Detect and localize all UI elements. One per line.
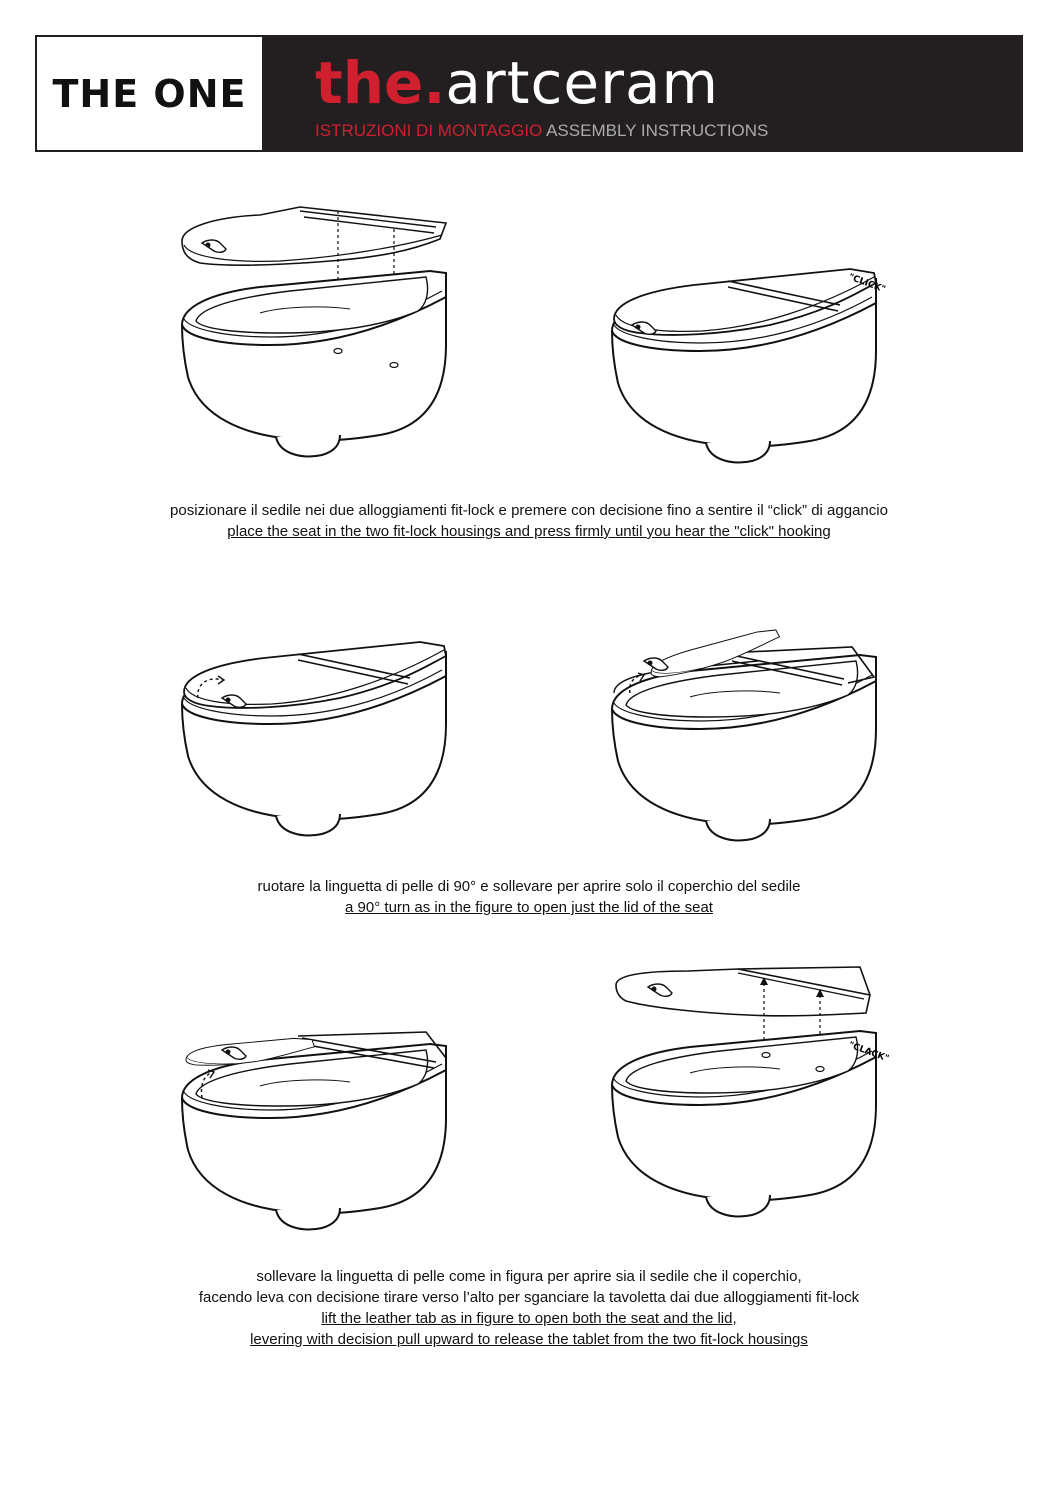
step3-caption-english-line1: lift the leather tab as in figure to open both the seat and the lid, [321, 1310, 737, 1327]
step2-caption [0, 876, 1058, 918]
clack-sound-label: "CLACK" [846, 1040, 891, 1065]
step2-lid-open-illustration [608, 645, 888, 860]
step1-caption-italian: posizionare il sedile nei due alloggiamenti fit-lock e premere con decisione fino a sentire il “click” di aggancio [170, 502, 888, 519]
document-header [35, 35, 1023, 152]
click-sound-label: "CLICK" [846, 272, 887, 296]
subtitle-italian: ISTRUZIONI DI MONTAGGIO [315, 121, 543, 140]
product-name-box [37, 37, 264, 150]
brand-prefix: the. [315, 49, 446, 117]
step2-caption-italian: ruotare la linguetta di pelle di 90° e sollevare per aprire solo il coperchio del sedile [257, 878, 801, 895]
step1-caption-english: place the seat in the two fit-lock housings and press firmly until you hear the "click" hooking [227, 523, 831, 540]
step3-seat-lifted-illustration [178, 1032, 450, 1247]
step3-caption-italian-line2: facendo leva con decisione tirare verso l’alto per sganciare la tavoletta dai due alloggiamenti fit-lock [198, 1289, 860, 1306]
step3-caption-italian-line1: sollevare la linguetta di pelle come in figura per aprire sia il sedile che il coperchio, [256, 1268, 802, 1285]
step1-caption [0, 500, 1058, 542]
step3-seat-removed-illustration [608, 965, 898, 1247]
product-name: THE ONE [52, 71, 247, 116]
step2-rotate-tab-illustration [178, 640, 450, 855]
brand-logo [315, 51, 719, 115]
subtitle-english: ASSEMBLY INSTRUCTIONS [546, 121, 769, 140]
step1-seat-mounted-illustration [608, 265, 898, 485]
step2-caption-english: a 90° turn as in the figure to open just the lid of the seat [345, 899, 713, 916]
step3-caption-english-line2: levering with decision pull upward to release the tablet from the two fit-lock housings [250, 1331, 808, 1348]
step3-caption [0, 1266, 1058, 1350]
document-subtitle [315, 121, 768, 141]
brand-suffix: artceram [445, 49, 719, 117]
step1-seat-placement-illustration [178, 205, 450, 490]
